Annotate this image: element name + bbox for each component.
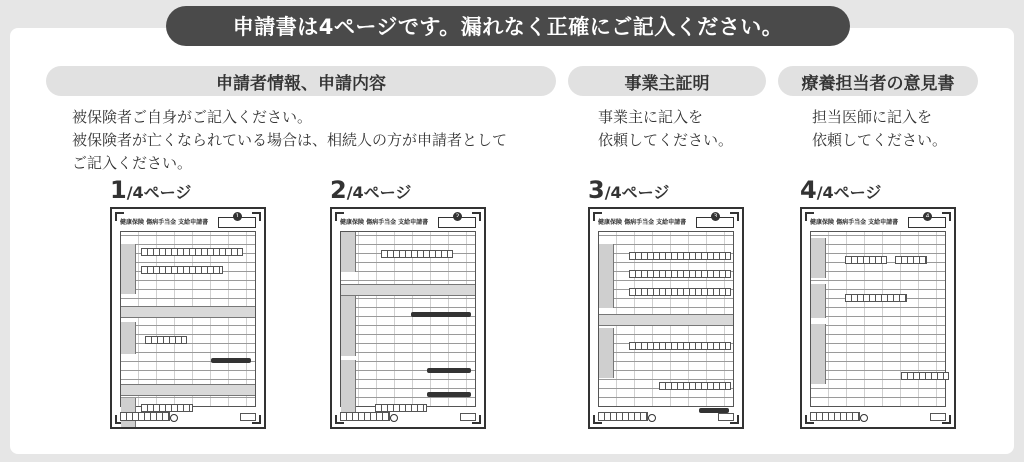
form-entry-boxes — [629, 342, 731, 350]
form-grid — [340, 231, 476, 407]
logo-icon — [170, 414, 178, 422]
form-band — [121, 306, 255, 318]
form-footer-box — [718, 413, 734, 421]
form-bar — [427, 392, 471, 397]
form-side-header — [811, 238, 826, 278]
form-grid — [598, 231, 734, 407]
form-entry-boxes — [145, 336, 187, 344]
form-logo — [390, 414, 400, 422]
desc-line: 被保険者が亡くなられている場合は、相続人の方が申請者として — [72, 131, 508, 149]
form-entry-boxes — [629, 270, 731, 278]
desc-line: 依頼してください。 — [812, 131, 948, 149]
form-title: 健康保険 傷病手当金 支給申請書 — [340, 219, 429, 226]
form-side-header — [811, 284, 826, 318]
form-side-header — [121, 244, 136, 294]
desc-line: 担当医師に記入を — [812, 108, 933, 126]
page-suffix: /4ページ — [816, 183, 882, 202]
form-entry-boxes — [845, 256, 887, 264]
form-bar — [411, 312, 471, 317]
form-side-header — [121, 322, 136, 354]
form-side-header — [811, 324, 826, 384]
form-footer-box — [460, 413, 476, 421]
form-entry-boxes — [375, 404, 427, 412]
page-label-3 — [588, 176, 669, 204]
logo-icon — [648, 414, 656, 422]
page-suffix: /4ページ — [126, 183, 192, 202]
form-side-header — [599, 244, 614, 308]
form-side-header — [599, 328, 614, 378]
form-footer-boxes — [810, 412, 860, 421]
form-entry-boxes — [659, 382, 731, 390]
form-side-header — [341, 360, 356, 416]
form-entry-boxes — [845, 294, 907, 302]
form-footer-boxes — [120, 412, 170, 421]
form-entry-boxes — [629, 252, 731, 260]
page-number: 2 — [330, 176, 347, 204]
desc-line: 被保険者ご自身がご記入ください。 — [72, 108, 313, 126]
desc-line: 依頼してください。 — [598, 131, 734, 149]
form-tag — [218, 217, 256, 228]
form-logo — [170, 414, 180, 422]
form-title: 健康保険 傷病手当金 支給申請書 — [598, 219, 687, 226]
desc-line: ご記入ください。 — [72, 154, 193, 172]
page-number: 1 — [110, 176, 127, 204]
form-logo — [860, 414, 870, 422]
form-footer-boxes — [340, 412, 390, 421]
form-entry-boxes — [141, 404, 193, 412]
form-entry-boxes — [895, 256, 927, 264]
form-entry-boxes — [381, 250, 453, 258]
form-band — [121, 384, 255, 396]
form-thumbnail-page-4 — [800, 207, 956, 429]
logo-icon — [860, 414, 868, 422]
section-employer-cert-desc — [598, 106, 733, 152]
section-applicant-info-title: 申請者情報、申請内容 — [46, 66, 556, 96]
page-label-2 — [330, 176, 411, 204]
form-footer-box — [930, 413, 946, 421]
page-number: 4 — [800, 176, 817, 204]
form-tag — [696, 217, 734, 228]
form-tag — [908, 217, 946, 228]
form-tag — [438, 217, 476, 228]
section-doctor-opinion-title: 療養担当者の意見書 — [778, 66, 978, 96]
page-suffix: /4ページ — [346, 183, 412, 202]
page-label-1 — [110, 176, 191, 204]
desc-line: 事業主に記入を — [598, 108, 704, 126]
section-doctor-opinion-desc — [812, 106, 947, 152]
form-page-mark: 3 — [711, 212, 720, 221]
form-page-mark: 4 — [923, 212, 932, 221]
section-applicant-info-desc — [72, 106, 507, 175]
page-number: 3 — [588, 176, 605, 204]
form-page-mark: 1 — [233, 212, 242, 221]
instruction-banner: 申請書は4ページです。漏れなく正確にご記入ください。 — [166, 6, 850, 46]
logo-icon — [390, 414, 398, 422]
form-footer-box — [240, 413, 256, 421]
form-bar — [211, 358, 251, 363]
form-grid — [810, 231, 946, 407]
form-entry-boxes — [629, 288, 731, 296]
form-thumbnail-page-3 — [588, 207, 744, 429]
form-title: 健康保険 傷病手当金 支給申請書 — [810, 219, 899, 226]
form-page-mark: 2 — [453, 212, 462, 221]
form-band — [341, 284, 475, 296]
form-entry-boxes — [141, 248, 243, 256]
page-label-4 — [800, 176, 881, 204]
form-side-header — [341, 296, 356, 356]
form-entry-boxes — [901, 372, 949, 380]
form-thumbnail-page-2 — [330, 207, 486, 429]
form-logo — [648, 414, 658, 422]
form-title: 健康保険 傷病手当金 支給申請書 — [120, 219, 209, 226]
page-suffix: /4ページ — [604, 183, 670, 202]
form-thumbnail-page-1 — [110, 207, 266, 429]
section-employer-cert-title: 事業主証明 — [568, 66, 766, 96]
form-footer-boxes — [598, 412, 648, 421]
form-band — [599, 314, 733, 326]
form-side-header — [341, 232, 356, 272]
form-grid — [120, 231, 256, 407]
form-bar — [427, 368, 471, 373]
form-entry-boxes — [141, 266, 223, 274]
